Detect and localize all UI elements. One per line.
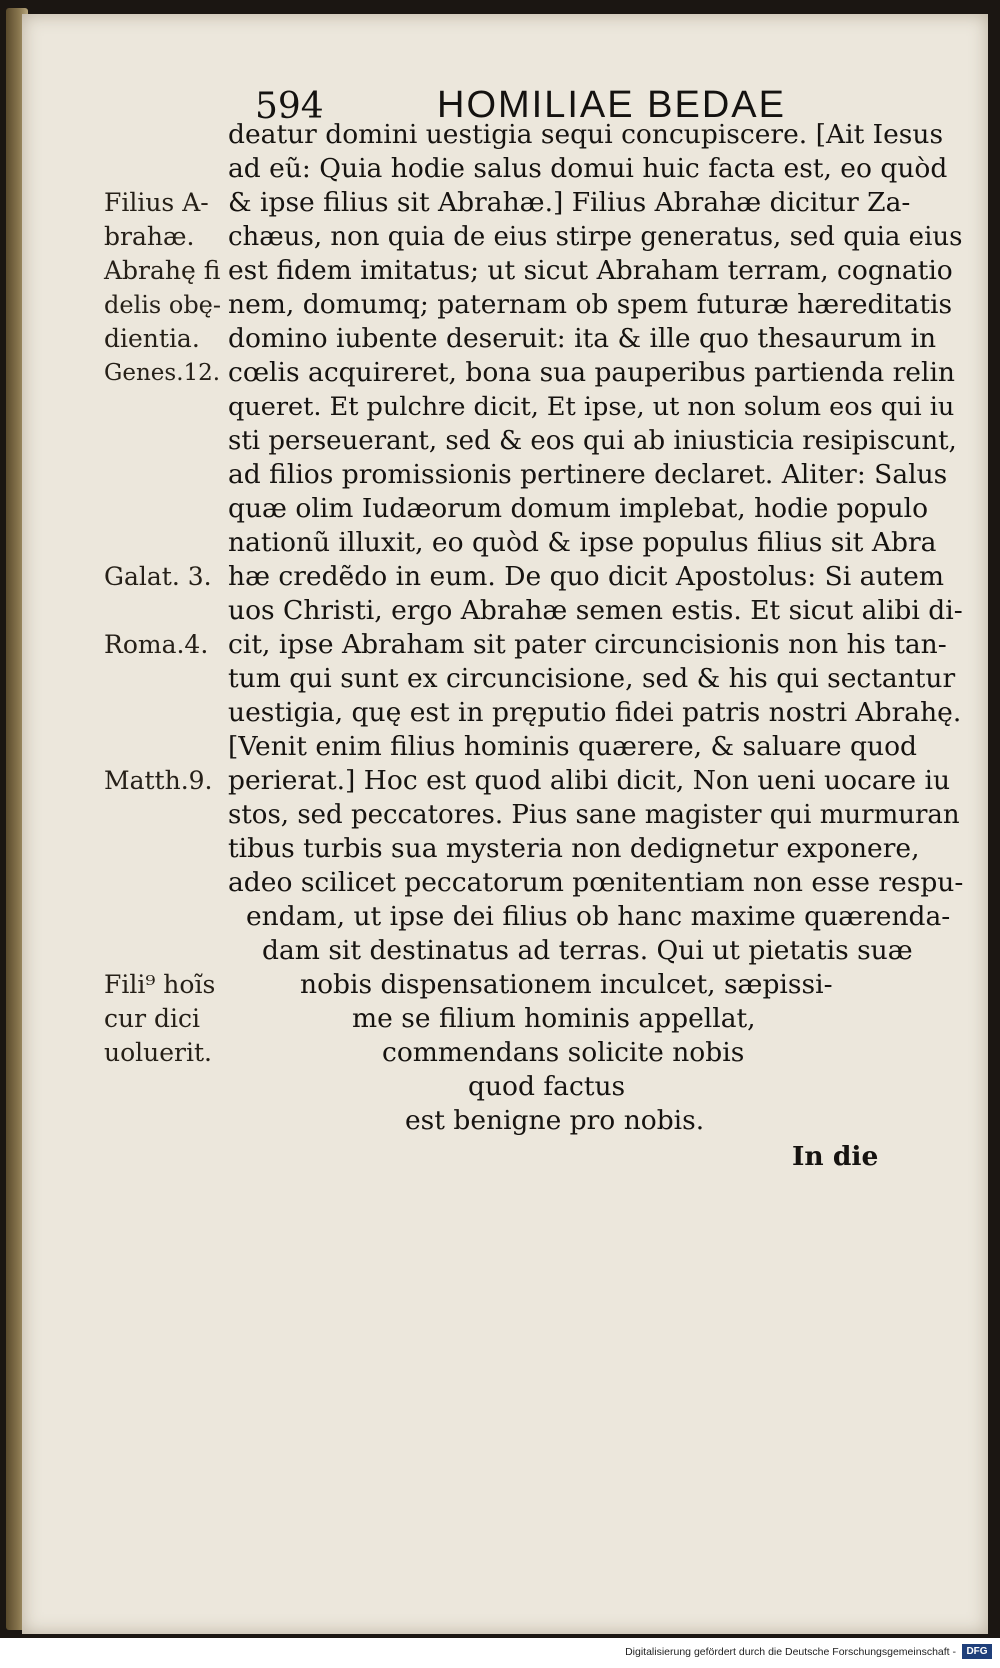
body-line: perierat.] Hoc est quod alibi dicit, Non ueni uocare iu: [228, 765, 951, 796]
body-line: nationũ illuxit, eo quòd & ipse populus filius sit Abra: [228, 527, 937, 558]
margin-note: delis obę-: [104, 291, 221, 319]
margin-note: brahæ.: [104, 222, 195, 251]
body-line: stos, sed peccatores. Pius sane magister qui murmuran: [228, 800, 960, 830]
body-line: endam, ut ipse dei filius ob hanc maxime quærenda-: [246, 901, 951, 932]
body-line: tibus turbis sua mysteria non dedignetur exponere,: [228, 833, 920, 864]
body-line: deatur domini uestigia sequi concupiscere. [Ait Iesus: [228, 119, 944, 150]
body-line: uestigia, quę est in pręputio fidei patris nostri Abrahę.: [228, 697, 962, 728]
margin-note: Abrahę fi: [104, 256, 221, 285]
margin-note: cur dici: [104, 1004, 200, 1033]
body-line: adeo scilicet peccatorum pœnitentiam non esse respu-: [228, 867, 964, 898]
body-line: est fidem imitatus; ut sicut Abraham terram, cognatio: [228, 255, 953, 286]
catchword: In die: [792, 1141, 879, 1172]
body-line: tum qui sunt ex circuncisione, sed & his qui sectantur: [228, 663, 956, 694]
body-line: queret. Et pulchre dicit, Et ipse, ut non solum eos qui iu: [228, 392, 955, 422]
body-line: ad eũ: Quia hodie salus domui huic facta est, eo quòd: [228, 153, 948, 184]
body-line: nem, domumq; paternam ob spem futuræ hæreditatis: [228, 289, 953, 320]
body-line: [Venit enim filius hominis quærere, & saluare quod: [228, 731, 917, 762]
dfg-logo: DFG: [962, 1644, 992, 1659]
body-line: est benigne pro nobis.: [405, 1105, 705, 1136]
body-line: me se filium hominis appellat,: [352, 1003, 756, 1034]
body-line: cit, ipse Abraham sit pater circuncisionis non his tan-: [228, 629, 947, 660]
margin-note: Genes.12.: [104, 360, 221, 386]
margin-note: Filius A-: [104, 188, 209, 217]
body-line: quod factus: [468, 1071, 626, 1102]
footer-credit: Digitalisierung gefördert durch die Deutsche Forschungsgemeinschaft -: [625, 1646, 956, 1658]
body-line: hæ credẽdo in eum. De quo dicit Apostolus: Si autem: [228, 561, 944, 592]
margin-note: Matth.9.: [104, 766, 213, 795]
body-line: ad filios promissionis pertinere declaret. Aliter: Salus: [228, 459, 948, 490]
margin-note: Galat. 3.: [104, 562, 212, 591]
margin-note: uoluerit.: [104, 1038, 212, 1067]
body-line: uos Christi, ergo Abrahæ semen estis. Et sicut alibi di-: [228, 595, 963, 626]
body-line: cœlis acquireret, bona sua pauperibus partienda relin: [228, 357, 955, 388]
running-title: HOMILIAE BEDAE: [437, 84, 786, 126]
body-line: chæus, non quia de eius stirpe generatus, sed quia eius: [228, 222, 963, 252]
body-line: sti perseuerant, sed & eos qui ab iniusticia resipiscunt,: [228, 426, 957, 456]
margin-note: Fili⁹ hoĩs: [104, 970, 216, 999]
body-line: nobis dispensationem inculcet, sæpissi-: [300, 969, 833, 1000]
body-line: commendans solicite nobis: [382, 1037, 745, 1068]
page-number: 594: [255, 86, 324, 127]
body-line: & ipse filius sit Abrahæ.] Filius Abrahæ dicitur Za-: [228, 187, 911, 218]
body-line: dam sit destinatus ad terras. Qui ut pietatis suæ: [262, 935, 913, 966]
body-line: quæ olim Iudæorum domum implebat, hodie populo: [228, 493, 929, 524]
body-line: domino iubente deseruit: ita & ille quo thesaurum in: [228, 323, 937, 354]
margin-note: Roma.4.: [104, 630, 209, 659]
margin-note: dientia.: [104, 324, 200, 353]
